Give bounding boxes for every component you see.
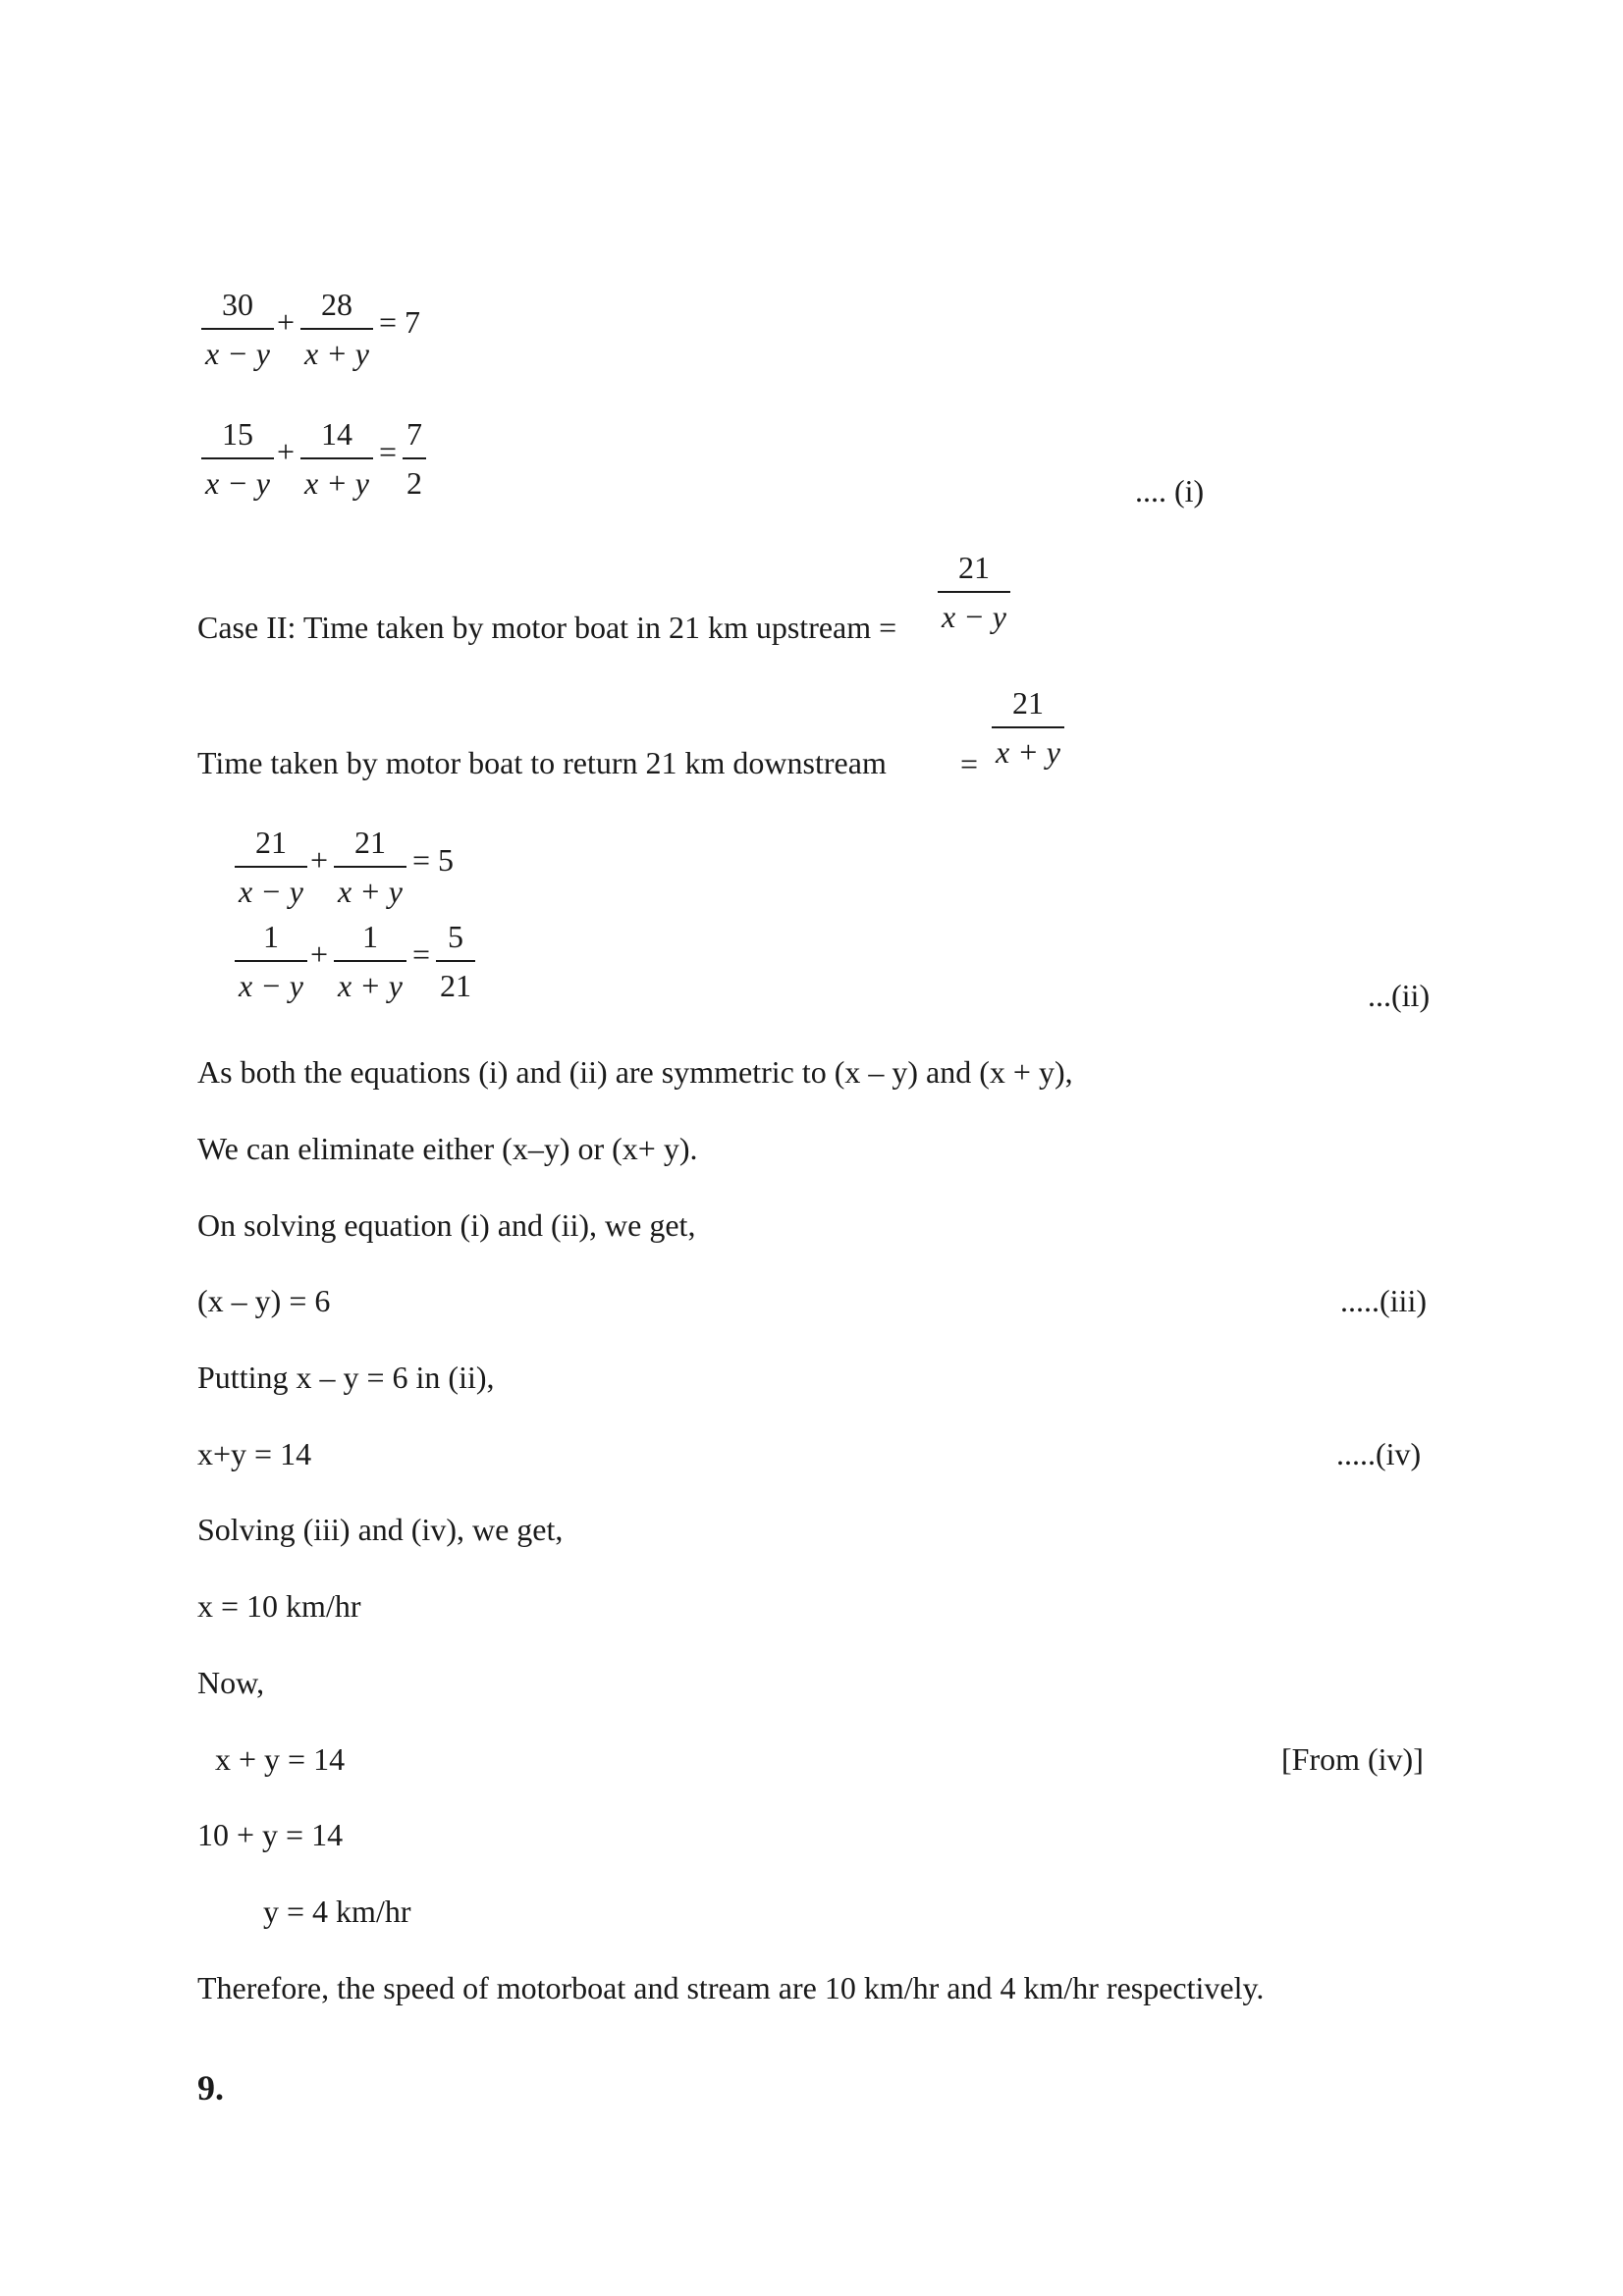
conclusion-line: Therefore, the speed of motorboat and stream are 10 km/hr and 4 km/hr respectively.: [197, 1970, 1265, 2005]
numerator: 5: [448, 919, 463, 954]
solving-line: On solving equation (i) and (ii), we get,: [197, 1207, 696, 1243]
numerator: 21: [958, 550, 990, 585]
eq2-fraction-2: [300, 418, 373, 499]
from-iv-note: [From (iv)]: [1281, 1741, 1424, 1777]
denominator: x + y: [996, 734, 1060, 770]
numerator: 21: [354, 825, 386, 860]
symmetric-line: As both the equations (i) and (ii) are symmetric to (x – y) and (x + y),: [197, 1054, 1073, 1090]
case2-text: Case II: Time taken by motor boat in 21 km upstream =: [197, 610, 897, 645]
eq2-fraction-1: [201, 418, 274, 499]
equation-tag-iii: .....(iii): [1340, 1283, 1427, 1318]
numerator: 1: [263, 919, 279, 954]
equation-tag-ii: ...(ii): [1368, 978, 1431, 1013]
eq1-rhs: = 7: [379, 304, 421, 340]
eliminate-line: We can eliminate either (x–y) or (x+ y).: [197, 1131, 698, 1166]
downstream-text: Time taken by motor boat to return 21 km downstream: [197, 745, 887, 780]
numerator: 14: [321, 416, 352, 452]
y-value: y = 4 km/hr: [263, 1894, 411, 1929]
eq3-rhs: = 5: [412, 842, 455, 878]
ten-plus-y-line: 10 + y = 14: [197, 1817, 344, 1852]
plus-sign: +: [310, 936, 329, 972]
question-number: 9.: [197, 2068, 224, 2108]
solving2-line: Solving (iii) and (iv), we get,: [197, 1512, 564, 1547]
eq3-fraction-2: [334, 827, 406, 907]
numerator: 30: [222, 287, 253, 322]
x-plus-y-restated: x + y = 14: [215, 1741, 346, 1777]
denominator: x − y: [942, 599, 1006, 634]
denominator: x − y: [205, 465, 270, 501]
eq4-fraction-2: [334, 921, 406, 1001]
equals-sign: =: [379, 434, 398, 469]
eq3-fraction-1: [235, 827, 307, 907]
eq4-fraction-3: [436, 921, 475, 1001]
denominator: x − y: [205, 336, 270, 371]
equation-tag-iv: .....(iv): [1336, 1436, 1422, 1471]
x-plus-y-result: x+y = 14: [197, 1436, 312, 1471]
denominator: 2: [406, 465, 422, 501]
eq2-fraction-3: [403, 418, 426, 499]
denominator: x + y: [338, 874, 403, 909]
equation-tag-i: .... (i): [1135, 473, 1205, 508]
putting-line: Putting x – y = 6 in (ii),: [197, 1360, 495, 1395]
equals-sign: =: [412, 936, 431, 972]
numerator: 15: [222, 416, 253, 452]
numerator: 1: [362, 919, 378, 954]
plus-sign: +: [277, 434, 296, 469]
eq1-fraction-2: [300, 289, 373, 369]
plus-sign: +: [277, 304, 296, 340]
denominator: x − y: [239, 874, 303, 909]
equals-sign: =: [960, 746, 979, 781]
numerator: 21: [255, 825, 287, 860]
case2-fraction: [938, 552, 1010, 632]
eq1-fraction-1: [201, 289, 274, 369]
denominator: x + y: [304, 465, 369, 501]
eq4-fraction-1: [235, 921, 307, 1001]
denominator: 21: [440, 968, 471, 1003]
denominator: x + y: [338, 968, 403, 1003]
x-minus-y-result: (x – y) = 6: [197, 1283, 331, 1318]
denominator: x − y: [239, 968, 303, 1003]
plus-sign: +: [310, 842, 329, 878]
numerator: 28: [321, 287, 352, 322]
x-value: x = 10 km/hr: [197, 1588, 361, 1624]
denominator: x + y: [304, 336, 369, 371]
now-line: Now,: [197, 1665, 265, 1700]
downstream-fraction: [992, 687, 1064, 768]
numerator: 21: [1012, 685, 1044, 721]
numerator: 7: [406, 416, 422, 452]
